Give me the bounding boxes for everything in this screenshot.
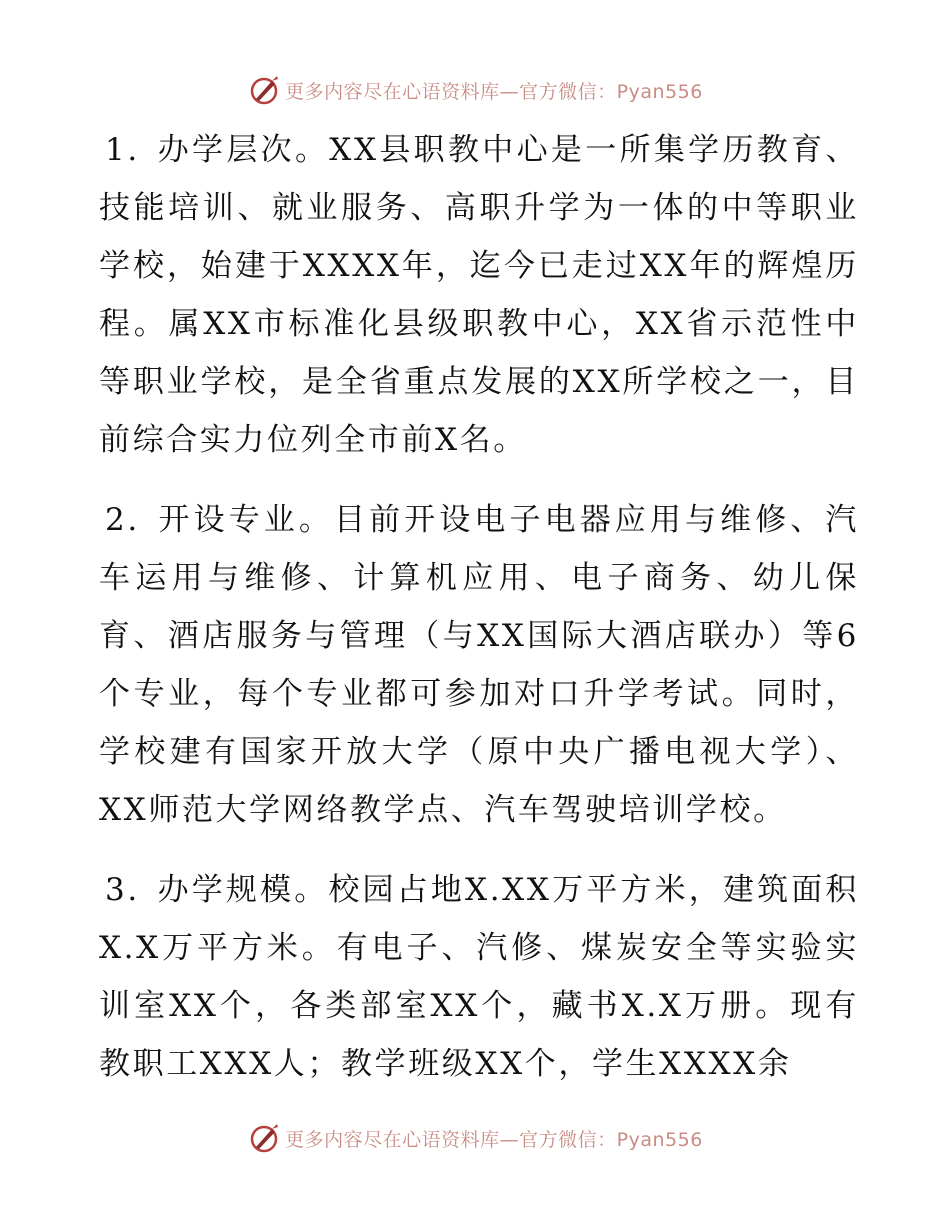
paragraph-text: 办学规模。校园占地X.XX万平方米，建筑面积X.X万平方米。有电子、汽修、煤炭安全等实验实训室XX个，各类部室XX个，藏书X.X万册。现有教职工XXX人；教学班级XX个，学生XXXX余	[99, 872, 859, 1082]
quill-pen-logo-icon	[247, 1121, 281, 1155]
paragraph-text: 办学层次。XX县职教中心是一所集学历教育、技能培训、就业服务、高职升学为一体的中等职业学校，始建于XXXX年，迄今已走过XX年的辉煌历程。属XX市标准化县级职教中心，XX省示范性中等职业学校，是全省重点发展的XX所学校之一，目前综合实力位列全市前X名。	[99, 132, 859, 458]
document-body	[99, 121, 859, 1115]
header-watermark	[0, 70, 950, 110]
footer-watermark	[0, 1118, 950, 1158]
paragraph-number: 1.	[105, 132, 140, 168]
watermark-text: 更多内容尽在心语资料库—官方微信：Pyan556	[285, 1128, 703, 1151]
paragraph	[99, 121, 859, 469]
paragraph	[99, 491, 859, 839]
paragraph-number: 2.	[105, 502, 140, 538]
paragraph-number: 3.	[105, 872, 140, 908]
quill-pen-logo-icon	[247, 73, 281, 107]
watermark-text: 更多内容尽在心语资料库—官方微信：Pyan556	[285, 80, 703, 103]
paragraph	[99, 861, 859, 1093]
paragraph-text: 开设专业。目前开设电子电器应用与维修、汽车运用与维修、计算机应用、电子商务、幼儿保育、酒店服务与管理（与XX国际大酒店联办）等6个专业，每个专业都可参加对口升学考试。同时，学校建有国家开放大学（原中央广播电视大学）、XX师范大学网络教学点、汽车驾驶培训学校。	[99, 502, 859, 828]
